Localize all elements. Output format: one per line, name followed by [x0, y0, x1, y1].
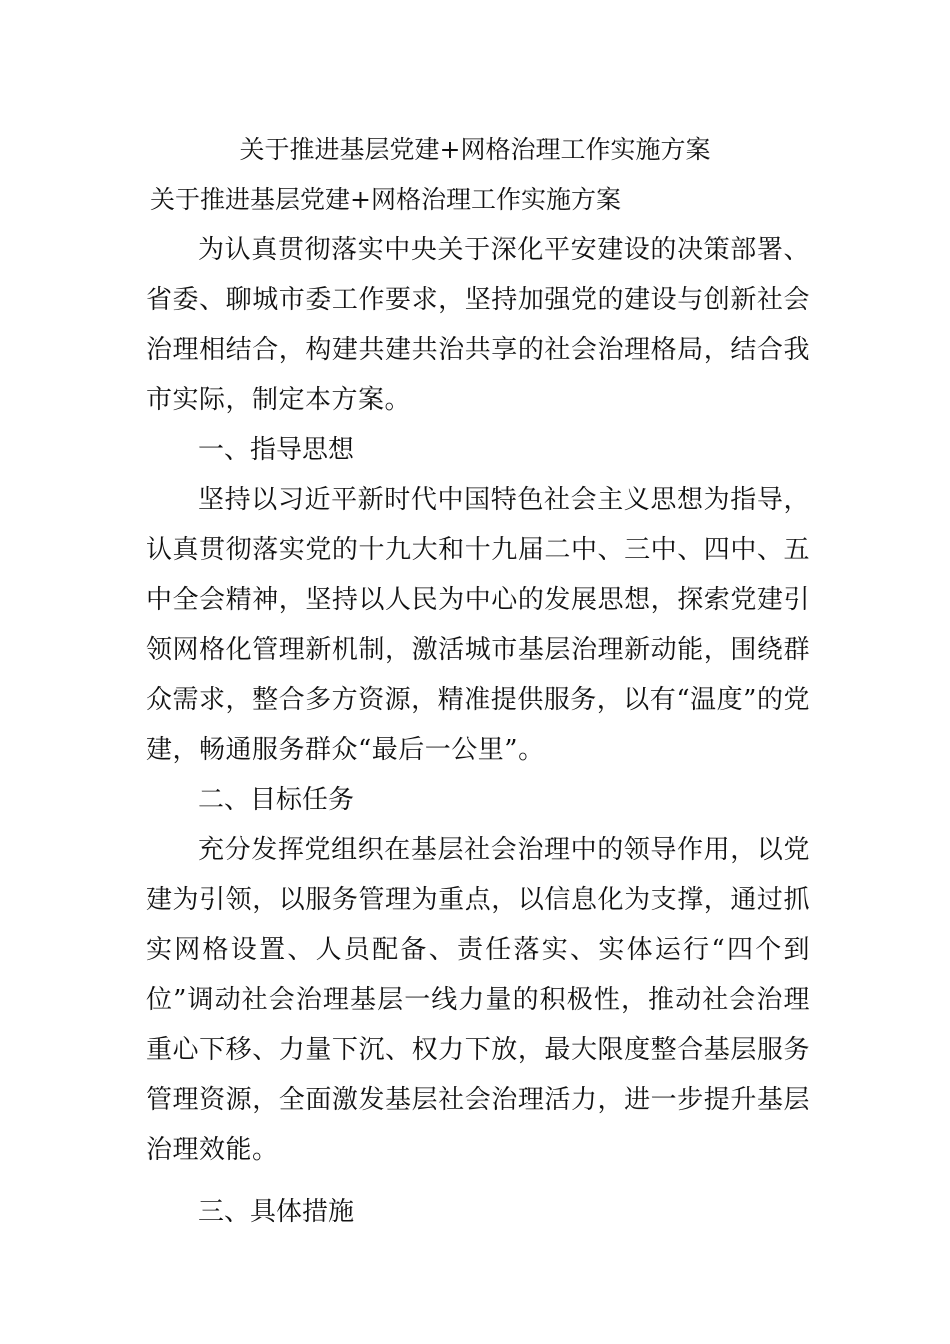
document-title-centered: 关于推进基层党建+网格治理工作实施方案	[239, 135, 711, 164]
section1-heading: 一、指导思想	[198, 435, 355, 465]
section2-paragraph: 充分发挥党组织在基层社会治理中的领导作用，以党建为引领，以服务管理为重点，以信息化为支撑，通过抓实网格设置、人员配备、责任落实、实体运行“四个到位”调动社会治理基层一线力量的积极性，推动社会治理重心下移、力量下沉、权力下放，最大限度整合基层服务管理资源，全面激发基层社会治理活力，进一步提升基层治理效能。	[146, 835, 810, 1165]
document-body	[146, 225, 810, 1237]
section1-paragraph: 坚持以习近平新时代中国特色社会主义思想为指导，认真贯彻落实党的十九大和十九届二中、三中、四中、五中全会精神，坚持以人民为中心的发展思想，探索党建引领网格化管理新机制，激活城市基层治理新动能，围绕群众需求，整合多方资源，精准提供服务，以有“温度”的党建，畅通服务群众“最后一公里”。	[146, 485, 810, 765]
intro-paragraph: 为认真贯彻落实中央关于深化平安建设的决策部署、省委、聊城市委工作要求，坚持加强党的建设与创新社会治理相结合，构建共建共治共享的社会治理格局，结合我市实际，制定本方案。	[146, 235, 810, 415]
section2-heading: 二、目标任务	[198, 785, 355, 815]
section3-heading: 三、具体措施	[198, 1197, 355, 1227]
document-title-left: 关于推进基层党建+网格治理工作实施方案	[150, 185, 621, 214]
